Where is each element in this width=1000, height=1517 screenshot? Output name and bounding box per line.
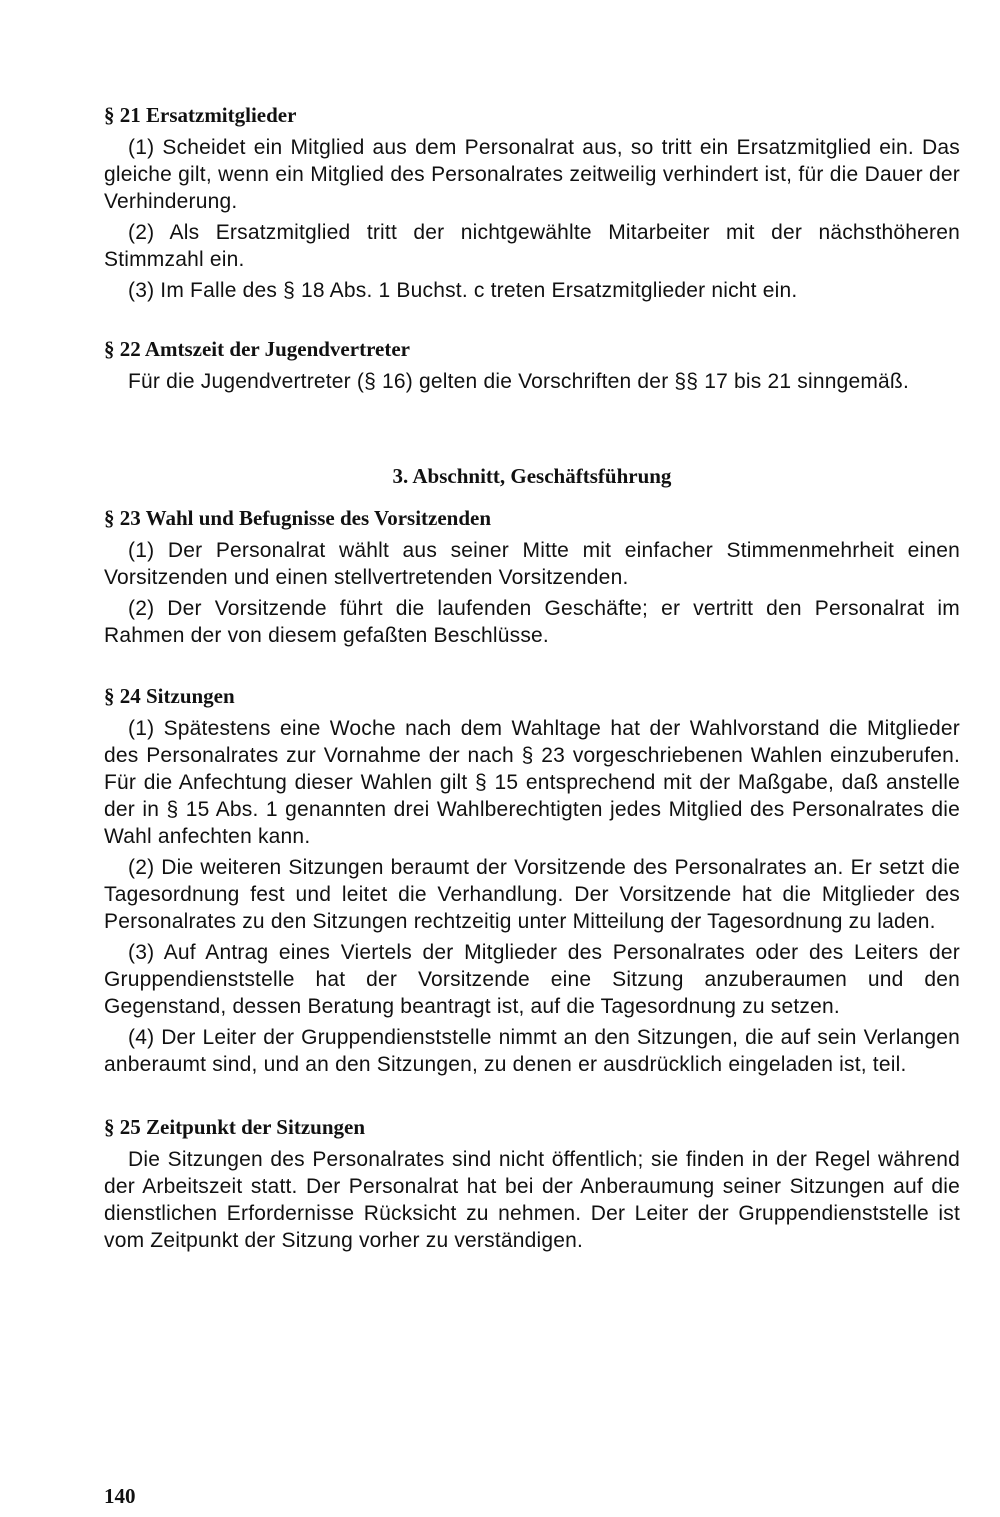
paragraph: (3) Im Falle des § 18 Abs. 1 Buchst. c treten Ersatzmitglieder nicht ein. [128, 279, 798, 302]
section-heading: § 23 Wahl und Befugnisse des Vorsitzenden [104, 506, 492, 530]
chapter-heading-block [104, 461, 960, 491]
chapter-title: 3. Abschnitt, Geschäftsführung [392, 464, 672, 488]
paragraph: (1) Spätestens eine Woche nach dem Wahltage hat der Wahlvorstand die Mitglieder des Personalrates zur Vornahme der nach § 23 vorgeschriebenen Wahlen einzuberufen. Für die Anfechtung dieser Wahlen gilt § 15 entsprechend mit der Maßgabe, daß anstelle der in § 15 Abs. 1 genannten drei Wahlberechtigten jedes Mitglied des Personalrates die Wahl anfechten kann. [104, 717, 960, 848]
paragraph: (2) Als Ersatzmitglied tritt der nichtgewählte Mitarbeiter mit der nächsthöheren Stimmzahl ein. [104, 221, 960, 271]
section-23 [104, 503, 960, 649]
section-heading: § 21 Ersatzmitglieder [104, 103, 297, 127]
section-24 [104, 681, 960, 1078]
section-heading: § 25 Zeitpunkt der Sitzungen [104, 1115, 365, 1139]
document-page [104, 100, 960, 1254]
paragraph: (4) Der Leiter der Gruppendienststelle nimmt an den Sitzungen, die auf sein Verlangen anberaumt sind, und an den Sitzungen, zu denen er ausdrücklich eingeladen ist, teil. [104, 1026, 960, 1076]
paragraph: Für die Jugendvertreter (§ 16) gelten die Vorschriften der §§ 17 bis 21 sinngemäß. [128, 370, 909, 393]
paragraph: (1) Der Personalrat wählt aus seiner Mitte mit einfacher Stimmenmehrheit einen Vorsitzenden und einen stellvertretenden Vorsitzenden. [104, 539, 960, 589]
section-heading: § 24 Sitzungen [104, 684, 235, 708]
paragraph: (1) Scheidet ein Mitglied aus dem Personalrat aus, so tritt ein Ersatzmitglied ein. Das gleiche gilt, wenn ein Mitglied des Personalrates zeitweilig verhindert ist, für die Dauer der Verhinderung. [104, 136, 960, 213]
section-25 [104, 1112, 960, 1254]
section-22 [104, 334, 960, 395]
paragraph: Die Sitzungen des Personalrates sind nicht öffentlich; sie finden in der Regel während der Arbeitszeit statt. Der Personalrat hat bei der Anberaumung seiner Sitzungen auf die dienstlichen Erfordernisse Rücksicht zu nehmen. Der Leiter der Gruppendienststelle ist vom Zeitpunkt der Sitzung vorher zu verständigen. [104, 1148, 960, 1252]
page-number: 140 [104, 1484, 136, 1508]
section-21 [104, 100, 960, 304]
paragraph: (2) Der Vorsitzende führt die laufenden Geschäfte; er vertritt den Personalrat im Rahmen der von diesem gefaßten Beschlüsse. [104, 597, 960, 647]
paragraph: (2) Die weiteren Sitzungen beraumt der Vorsitzende des Personalrates an. Er setzt die Tagesordnung fest und leitet die Verhandlung. Der Vorsitzende hat die Mitglieder des Personalrates zu den Sitzungen rechtzeitig unter Mitteilung der Tagesordnung zu laden. [104, 856, 960, 933]
paragraph: (3) Auf Antrag eines Viertels der Mitglieder des Personalrates oder des Leiters der Gruppendienststelle hat der Vorsitzende eine Sitzung anzuberaumen und den Gegenstand, dessen Beratung beantragt ist, auf die Tagesordnung zu setzen. [104, 941, 960, 1018]
section-heading: § 22 Amtszeit der Jugendvertreter [104, 337, 410, 361]
